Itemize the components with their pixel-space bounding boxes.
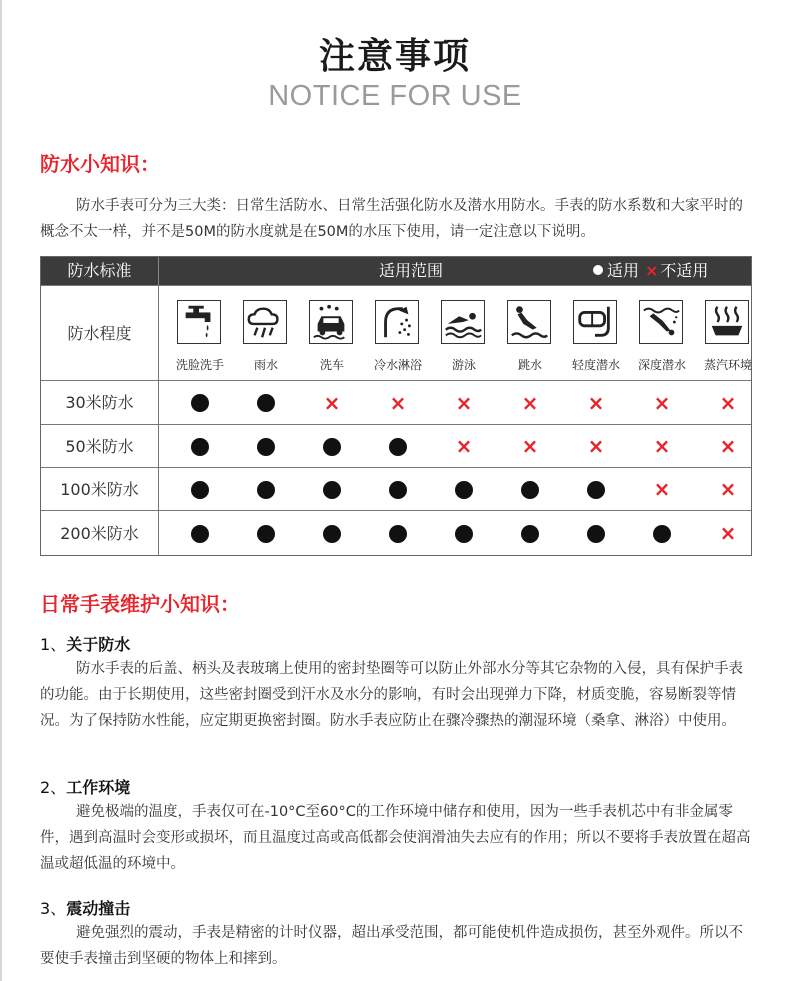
suitable-dot-icon — [233, 511, 299, 556]
suitable-dot-icon — [431, 511, 497, 556]
not-suitable-x-icon: × — [719, 477, 737, 501]
legend-no-label: 不适用 — [660, 261, 709, 280]
activity-deep-diving — [629, 286, 695, 381]
steam-icon — [705, 300, 749, 344]
activity-label: 洗车 — [319, 358, 344, 372]
not-suitable-x-icon: × — [719, 434, 737, 458]
suitable-dot-icon — [299, 511, 365, 556]
not-suitable-x-icon: × — [455, 391, 473, 415]
suitable-dot-icon — [299, 425, 365, 468]
faucet-icon — [177, 300, 221, 344]
row-label: 30米防水 — [41, 381, 159, 425]
not-suitable-x-icon: × — [521, 434, 539, 458]
item-1-body: 防水手表的后盖、柄头及表玻璃上使用的密封垫圈等可以防止外部水分等其它杂物的入侵，具有保护手表的功能。由于长期使用，这些密封圈受到汗水及水分的影响，有时会出现弹力下降，材质变脆，容易断裂等情况。为了保持防水性能，应定期更换密封圈。防水手表应防止在骤冷骤热的潮湿环境（桑拿、淋浴）中使用。 — [40, 661, 743, 729]
suitable-dot-icon — [497, 511, 563, 556]
activity-label: 洗脸洗手 — [175, 358, 224, 372]
activity-steam — [695, 286, 761, 381]
suitable-dot-icon — [299, 468, 365, 511]
table-row — [41, 510, 751, 556]
waterproof-table — [40, 256, 752, 556]
suitable-dot-icon — [233, 381, 299, 425]
not-suitable-x-icon: × — [719, 521, 737, 545]
swimmer-icon — [441, 300, 485, 344]
table-row — [41, 380, 751, 425]
activity-label: 雨水 — [253, 358, 278, 372]
activity-row-label: 防水程度 — [41, 286, 159, 381]
activity-car-wash — [299, 286, 365, 381]
suitable-dot-icon — [167, 381, 233, 425]
activity-label: 冷水淋浴 — [373, 358, 422, 372]
suitable-dot-icon — [563, 468, 629, 511]
activity-label: 跳水 — [517, 358, 542, 372]
suitable-dot-icon — [497, 468, 563, 511]
suitable-dot-icon — [431, 468, 497, 511]
activity-cold-shower — [365, 286, 431, 381]
item-3-body: 避免强烈的震动，手表是精密的计时仪器，超出承受范围，都可能使机件造成损伤，甚至外观件。所以不要使手表撞击到坚硬的物体上和摔到。 — [40, 925, 743, 967]
suitable-dot-icon — [365, 511, 431, 556]
suitable-dot-icon — [167, 468, 233, 511]
table-header — [41, 257, 751, 285]
page-subtitle: NOTICE FOR USE — [268, 80, 522, 112]
car-wash-icon — [309, 300, 353, 344]
legend — [593, 257, 708, 285]
suitable-dot-icon — [167, 511, 233, 556]
item-3-title: 3、震动撞击 — [40, 899, 131, 918]
not-suitable-x-icon: × — [323, 391, 341, 415]
suitable-dot-icon — [233, 468, 299, 511]
suitable-dot-icon — [167, 425, 233, 468]
activity-row — [41, 285, 751, 381]
waterproof-heading: 防水小知识： — [40, 152, 160, 176]
item-2-body: 避免极端的温度，手表仅可在-10°C至60°C的工作环境中储存和使用，因为一些手表机芯中有非金属零件，遇到高温时会变形或损坏，而且温度过高或高低都会使润滑油失去应有的作用；所以不要将手表放置在超高温或超低温的环境中。 — [40, 804, 751, 872]
suitable-dot-icon — [365, 468, 431, 511]
maintenance-heading: 日常手表维护小知识： — [40, 592, 240, 616]
activity-wash-hands — [167, 286, 233, 381]
page-title: 注意事项 — [318, 36, 471, 77]
row-label: 200米防水 — [41, 511, 159, 556]
legend-x-icon: × — [645, 261, 659, 280]
not-suitable-x-icon: × — [719, 391, 737, 415]
activity-label: 深度潜水 — [637, 358, 686, 372]
shower-icon — [375, 300, 419, 344]
not-suitable-x-icon: × — [653, 434, 671, 458]
not-suitable-x-icon: × — [455, 434, 473, 458]
activity-light-diving — [563, 286, 629, 381]
rain-cloud-icon — [243, 300, 287, 344]
diver-jump-icon — [507, 300, 551, 344]
header-scope: 适用范围 — [378, 261, 443, 280]
activity-label: 游泳 — [451, 358, 476, 372]
suitable-dot-icon — [563, 511, 629, 556]
suitable-dot-icon — [233, 425, 299, 468]
item-2-title: 2、工作环境 — [40, 778, 131, 797]
legend-dot-icon — [593, 265, 603, 275]
row-label: 100米防水 — [41, 468, 159, 511]
not-suitable-x-icon: × — [389, 391, 407, 415]
activity-swimming — [431, 286, 497, 381]
not-suitable-x-icon: × — [587, 434, 605, 458]
activity-label: 轻度潜水 — [571, 358, 620, 372]
activity-diving-jump — [497, 286, 563, 381]
header-standard: 防水标准 — [41, 257, 159, 285]
item-1-title: 1、关于防水 — [40, 635, 131, 654]
waterproof-intro — [40, 193, 752, 245]
left-border-line — [0, 0, 2, 981]
activity-label: 蒸汽环境 — [703, 358, 752, 372]
snorkel-mask-icon — [573, 300, 617, 344]
row-label: 50米防水 — [41, 425, 159, 468]
suitable-dot-icon — [629, 511, 695, 556]
not-suitable-x-icon: × — [653, 477, 671, 501]
not-suitable-x-icon: × — [653, 391, 671, 415]
table-row — [41, 424, 751, 468]
not-suitable-x-icon: × — [587, 391, 605, 415]
suitable-dot-icon — [365, 425, 431, 468]
activity-rain — [233, 286, 299, 381]
waterproof-intro-text: 防水手表可分为三大类：日常生活防水、日常生活强化防水及潜水用防水。手表的防水系数和大家平时的概念不太一样，并不是50M的防水度就是在50M的水压下使用，请一定注意以下说明。 — [40, 198, 743, 240]
table-row — [41, 467, 751, 511]
legend-ok-label: 适用 — [607, 261, 640, 280]
deep-diver-icon — [639, 300, 683, 344]
not-suitable-x-icon: × — [521, 391, 539, 415]
